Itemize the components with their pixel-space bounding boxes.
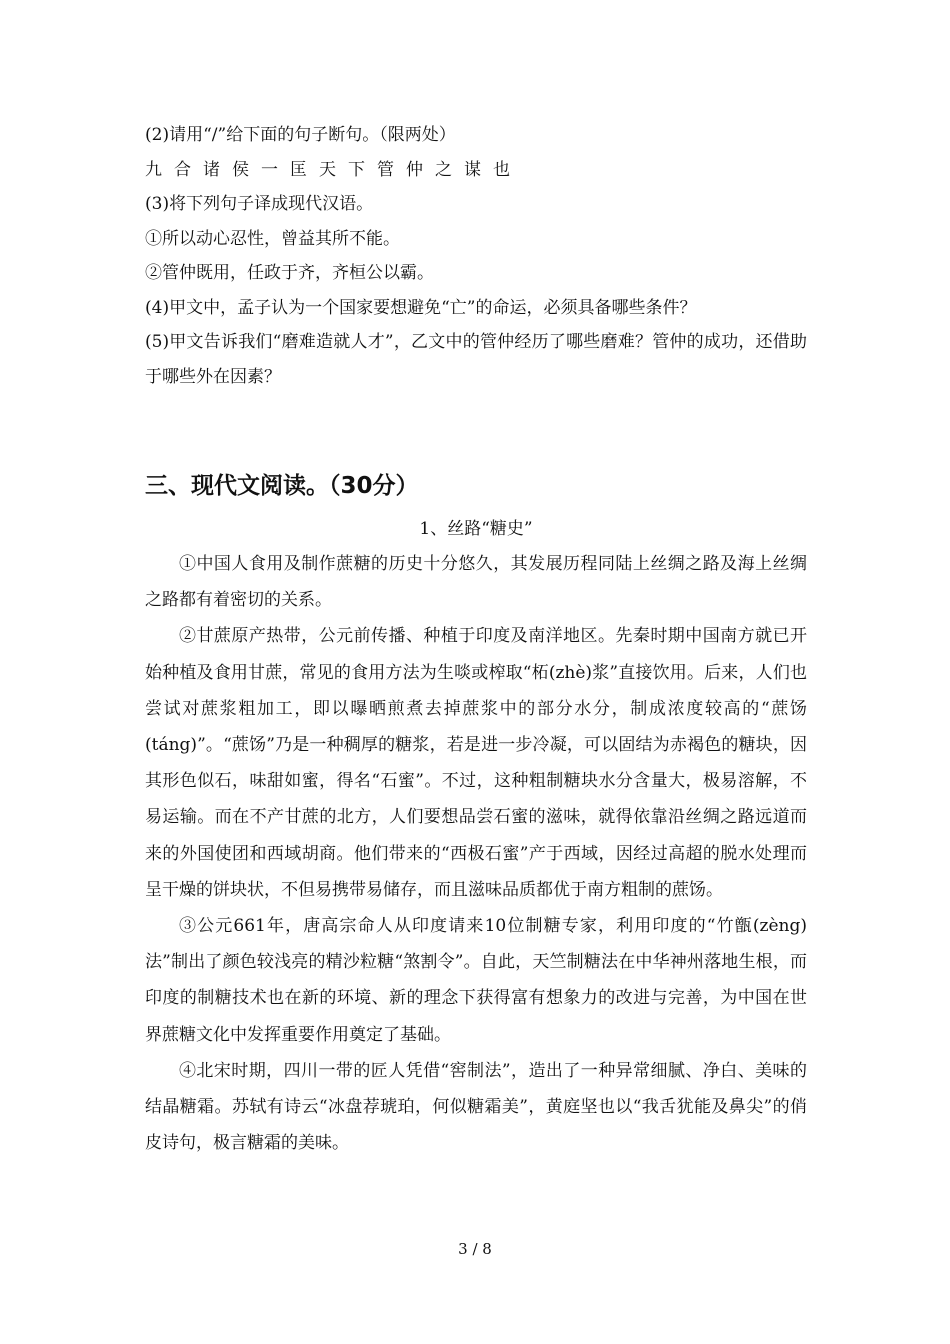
question-5: (5)甲文告诉我们“磨难造就人才”，乙文中的管仲经历了哪些磨难？管仲的成功，还借助于哪些外在因素？ xyxy=(145,332,807,387)
document-page xyxy=(145,118,807,1161)
question-3-item-1: ①所以动心忍性，曾益其所不能。 xyxy=(145,228,400,249)
article-paragraph-3: ③公元661年，唐高宗命人从印度请来10位制糖专家，利用印度的“竹甑(zèng)法”制出了颜色较浅亮的精沙粒糖“煞割令”。自此，天竺制糖法在中华神州落地生根，而印度的制糖技术也在新的环境、新的理念下获得富有想象力的改进与完善，为中国在世界蔗糖文化中发挥重要作用奠定了基础。 xyxy=(145,916,807,1045)
article-paragraph-1: ①中国人食用及制作蔗糖的历史十分悠久，其发展历程同陆上丝绸之路及海上丝绸之路都有着密切的关系。 xyxy=(145,554,807,611)
section-title: 三、现代文阅读。（30分） xyxy=(145,473,419,499)
page-number: 3 / 8 xyxy=(458,1240,492,1258)
question-3: (3)将下列句子译成现代汉语。 xyxy=(145,194,374,214)
question-4: (4)甲文中，孟子认为一个国家要想避免“亡”的命运，必须具备哪些条件？ xyxy=(145,297,697,318)
article-title: 1、丝路“糖史” xyxy=(419,519,533,539)
article-body xyxy=(145,546,807,1161)
question-list xyxy=(145,118,807,394)
article-paragraph-2: ②甘蔗原产热带，公元前传播、种植于印度及南洋地区。先秦时期中国南方就已开始种植及食用甘蔗，常见的食用方法为生啖或榨取“柘(zhè)浆”直接饮用。后来，人们也尝试对蔗浆粗加工，即以曝晒煎煮去掉蔗浆中的部分水分，制成浓度较高的“蔗饧(táng)”。“蔗饧”乃是一种稠厚的糖浆，若是进一步冷凝，可以固结为赤褐色的糖块，因其形色似石，味甜如蜜，得名“石蜜”。不过，这种粗制糖块水分含量大，极易溶解，不易运输。而在不产甘蔗的北方，人们要想品尝石蜜的滋味，就得依靠沿丝绸之路远道而来的外国使团和西域胡商。他们带来的“西极石蜜”产于西域，因经过高超的脱水处理而呈干燥的饼块状，不但易携带易储存，而且滋味品质都优于南方粗制的蔗饧。 xyxy=(145,626,807,900)
question-3-item-2: ②管仲既用，任政于齐，齐桓公以霸。 xyxy=(145,263,434,283)
article-paragraph-4: ④北宋时期，四川一带的匠人凭借“窖制法”，造出了一种异常细腻、净白、美味的结晶糖霜。苏轼有诗云“冰盘荐琥珀，何似糖霜美”，黄庭坚也以“我舌犹能及鼻尖”的俏皮诗句，极言糖霜的美味。 xyxy=(145,1060,807,1154)
punctuation-sentence: 九合诸侯一匡天下管仲之谋也 xyxy=(145,159,522,180)
question-2: (2)请用“/”给下面的句子断句。（限两处） xyxy=(145,125,456,145)
